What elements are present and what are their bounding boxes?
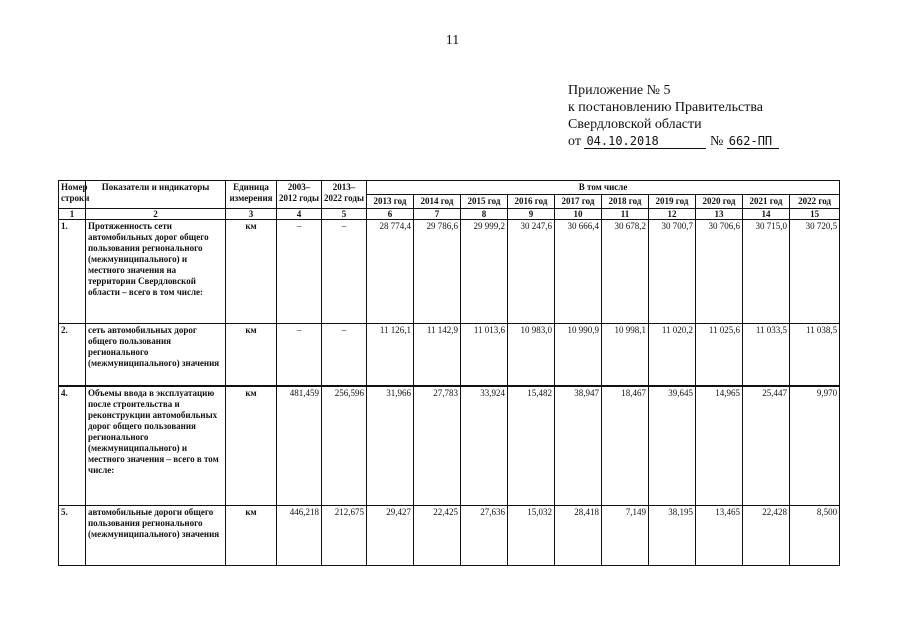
period-1-value: 481,459 bbox=[277, 386, 322, 506]
header-including: В том числе bbox=[367, 181, 840, 195]
year-value: 14,965 bbox=[696, 386, 743, 506]
year-value: 11 020,2 bbox=[649, 324, 696, 386]
period-1-value: – bbox=[277, 220, 322, 324]
unit: км bbox=[226, 506, 277, 566]
page-number: 11 bbox=[445, 33, 460, 48]
period-2-value: – bbox=[322, 324, 367, 386]
unit: км bbox=[226, 220, 277, 324]
year-value: 29,427 bbox=[367, 506, 414, 566]
year-value: 30 715,0 bbox=[743, 220, 790, 324]
year-value: 15,032 bbox=[508, 506, 555, 566]
year-value: 31,966 bbox=[367, 386, 414, 506]
year-value: 38,195 bbox=[649, 506, 696, 566]
column-number: 9 bbox=[508, 209, 555, 220]
header-year: 2022 год bbox=[790, 195, 840, 209]
period-2-value: 212,675 bbox=[322, 506, 367, 566]
year-value: 11 013,6 bbox=[461, 324, 508, 386]
header-year: 2020 год bbox=[696, 195, 743, 209]
year-value: 22,425 bbox=[414, 506, 461, 566]
year-value: 27,636 bbox=[461, 506, 508, 566]
period-1-value: – bbox=[277, 324, 322, 386]
resolution-date: 04.10.2018 bbox=[584, 134, 706, 149]
row-number: 1. bbox=[59, 220, 86, 324]
column-number: 12 bbox=[649, 209, 696, 220]
year-value: 28 774,4 bbox=[367, 220, 414, 324]
year-value: 30 666,4 bbox=[555, 220, 602, 324]
year-value: 11 038,5 bbox=[790, 324, 840, 386]
header-year: 2016 год bbox=[508, 195, 555, 209]
year-value: 11 025,6 bbox=[696, 324, 743, 386]
number-sign: № bbox=[709, 134, 724, 149]
column-number: 14 bbox=[743, 209, 790, 220]
header-row-number: Номер строки bbox=[59, 181, 86, 209]
header-year: 2019 год bbox=[649, 195, 696, 209]
header-year: 2013 год bbox=[367, 195, 414, 209]
indicator-name: Объемы ввода в эксплуатацию после строительства и реконструкции автомобильных дорог общего пользования регионального (межмуниципального) и местного значения – всего в том числе: bbox=[86, 386, 226, 506]
year-value: 30 678,2 bbox=[602, 220, 649, 324]
header-year: 2015 год bbox=[461, 195, 508, 209]
appendix-title: Приложение № 5 bbox=[568, 83, 671, 98]
date-prefix: от bbox=[568, 134, 581, 149]
header-year: 2018 год bbox=[602, 195, 649, 209]
year-value: 11 126,1 bbox=[367, 324, 414, 386]
year-value: 39,645 bbox=[649, 386, 696, 506]
year-value: 22,428 bbox=[743, 506, 790, 566]
column-number: 3 bbox=[226, 209, 277, 220]
year-value: 10 998,1 bbox=[602, 324, 649, 386]
header-year: 2014 год bbox=[414, 195, 461, 209]
year-value: 25,447 bbox=[743, 386, 790, 506]
row-number: 2. bbox=[59, 324, 86, 386]
column-number: 11 bbox=[602, 209, 649, 220]
column-number: 15 bbox=[790, 209, 840, 220]
header-year: 2021 год bbox=[743, 195, 790, 209]
year-value: 38,947 bbox=[555, 386, 602, 506]
column-number: 6 bbox=[367, 209, 414, 220]
period-1-value: 446,218 bbox=[277, 506, 322, 566]
column-number: 4 bbox=[277, 209, 322, 220]
year-value: 33,924 bbox=[461, 386, 508, 506]
column-number: 13 bbox=[696, 209, 743, 220]
indicator-name: Протяженность сети автомобильных дорог общего пользования регионального (межмуниципального) и местного значения на территории Свердловской области – всего в том числе: bbox=[86, 220, 226, 324]
year-value: 28,418 bbox=[555, 506, 602, 566]
year-value: 11 033,5 bbox=[743, 324, 790, 386]
year-value: 10 990,9 bbox=[555, 324, 602, 386]
table-row bbox=[59, 324, 840, 386]
column-number: 7 bbox=[414, 209, 461, 220]
year-value: 29 786,6 bbox=[414, 220, 461, 324]
year-value: 10 983,0 bbox=[508, 324, 555, 386]
appendix-region: Свердловской области bbox=[568, 117, 702, 132]
column-number: 2 bbox=[86, 209, 226, 220]
year-value: 30 706,6 bbox=[696, 220, 743, 324]
indicator-name: автомобильные дороги общего пользования регионального (межмуниципального) значения bbox=[86, 506, 226, 566]
column-number: 5 bbox=[322, 209, 367, 220]
unit: км bbox=[226, 324, 277, 386]
row-number: 5. bbox=[59, 506, 86, 566]
period-2-value: 256,596 bbox=[322, 386, 367, 506]
year-value: 15,482 bbox=[508, 386, 555, 506]
year-value: 13,465 bbox=[696, 506, 743, 566]
column-number: 10 bbox=[555, 209, 602, 220]
table-row bbox=[59, 386, 840, 506]
column-number: 1 bbox=[59, 209, 86, 220]
header-row bbox=[59, 181, 840, 195]
year-value: 7,149 bbox=[602, 506, 649, 566]
indicator-name: сеть автомобильных дорог общего пользования регионального (межмуниципального) значения bbox=[86, 324, 226, 386]
unit: км bbox=[226, 386, 277, 506]
appendix-date-line bbox=[568, 133, 779, 150]
year-value: 30 720,5 bbox=[790, 220, 840, 324]
header-indicator: Показатели и индикаторы bbox=[86, 181, 226, 209]
year-value: 29 999,2 bbox=[461, 220, 508, 324]
year-value: 30 700,7 bbox=[649, 220, 696, 324]
table-row bbox=[59, 220, 840, 324]
year-value: 8,500 bbox=[790, 506, 840, 566]
appendix-resolution: к постановлению Правительства bbox=[568, 100, 764, 115]
column-numbers-row bbox=[59, 209, 840, 220]
table-row bbox=[59, 506, 840, 566]
header-year: 2017 год bbox=[555, 195, 602, 209]
row-number: 4. bbox=[59, 386, 86, 506]
header-unit: Единица измерения bbox=[226, 181, 277, 209]
column-number: 8 bbox=[461, 209, 508, 220]
appendix-header bbox=[568, 82, 779, 150]
resolution-number: 662-ПП bbox=[727, 134, 779, 149]
header-period-1: 2003– 2012 годы bbox=[277, 181, 322, 209]
year-value: 11 142,9 bbox=[414, 324, 461, 386]
period-2-value: – bbox=[322, 220, 367, 324]
year-value: 9,970 bbox=[790, 386, 840, 506]
header-period-2: 2013– 2022 годы bbox=[322, 181, 367, 209]
year-value: 18,467 bbox=[602, 386, 649, 506]
indicators-table bbox=[58, 180, 840, 566]
year-value: 30 247,6 bbox=[508, 220, 555, 324]
year-value: 27,783 bbox=[414, 386, 461, 506]
